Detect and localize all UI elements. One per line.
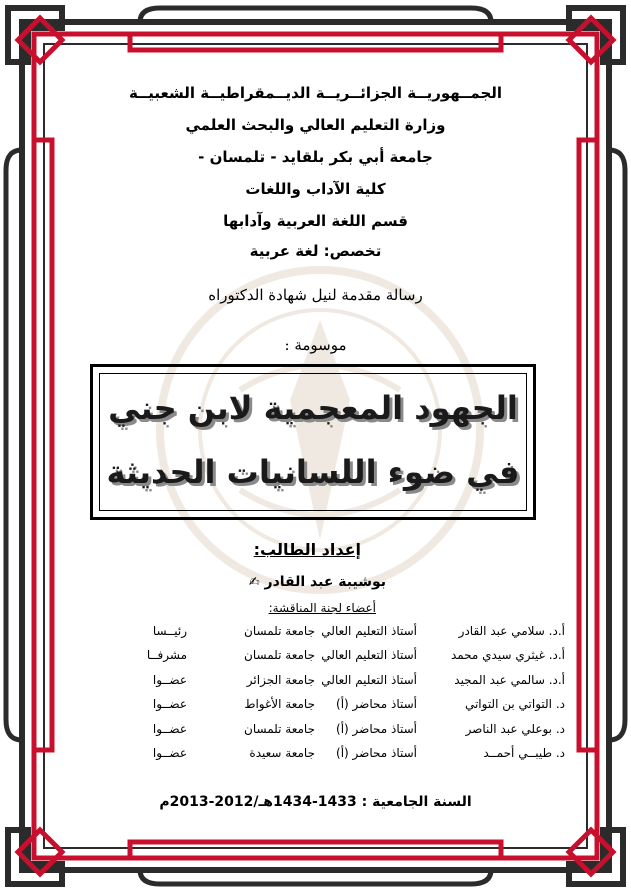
- student-name: بوشيبة عبد القادر: [264, 574, 386, 590]
- member-name: د. طيبــي أحمــد: [483, 745, 565, 760]
- member-rank: أستاذ التعليم العالي: [321, 648, 417, 663]
- member-university: جامعة تلمسان: [244, 721, 315, 736]
- committee-row: [95, 722, 565, 746]
- member-name: أ.د. سلامي عبد القادر: [458, 624, 565, 638]
- member-role: مشرفــا: [146, 648, 187, 663]
- member-university: جامعة تلمسان: [244, 648, 315, 663]
- faculty-name: كلية الآداب واللغات: [245, 180, 386, 198]
- member-role: عضــوا: [152, 672, 187, 687]
- committee-row: [95, 697, 565, 721]
- university-name: جامعة أبي بكر بلقايد - تلمسان -: [198, 148, 433, 166]
- member-role: رئيــسا: [152, 624, 187, 638]
- member-rank: أستاذ محاضر (أ): [336, 697, 417, 712]
- member-university: جامعة الجزائر: [246, 672, 315, 687]
- side-ornament-right: [579, 140, 625, 750]
- member-rank: أستاذ التعليم العالي: [321, 624, 417, 638]
- member-role: عضــوا: [152, 697, 187, 712]
- member-role: عضــوا: [152, 745, 187, 760]
- member-name: د. التواتي بن التواتي: [464, 697, 565, 712]
- degree-line: رسالة مقدمة لنيل شهادة الدكتوراه: [208, 286, 423, 304]
- thesis-title-line-1: الجهود المعجمية لابن جني: [108, 389, 518, 427]
- member-name: أ.د. سالمي عبد المجيد: [454, 672, 565, 687]
- republic-name: الجمــهوريــة الجزائــريــة الديــمقراطيــة الشعبيــة: [128, 84, 503, 102]
- department-name: قسم اللغة العربية وآدابها: [223, 212, 408, 230]
- side-ornament-left: [6, 140, 52, 750]
- member-name: أ.د. غيثري سيدي محمد: [450, 648, 565, 663]
- member-university: جامعة تلمسان: [244, 624, 315, 638]
- student-name-row: [249, 574, 386, 590]
- member-rank: أستاذ محاضر (أ): [336, 745, 417, 760]
- specialty: تخصص: لغة عربية: [249, 242, 382, 260]
- member-name: د. بوعلي عبد الناصر: [465, 721, 565, 736]
- committee-row: [95, 648, 565, 672]
- committee-list: [95, 624, 565, 770]
- committee-row: [95, 624, 565, 648]
- member-university: جامعة سعيدة: [249, 745, 315, 760]
- committee-row: [95, 746, 565, 770]
- ministry-name: وزارة التعليم العالي والبحث العلمي: [185, 116, 446, 134]
- academic-year-label: السنة الجامعية :: [361, 794, 472, 810]
- student-label: إعداد الطالب:: [253, 540, 361, 559]
- titled-label: موسومة :: [284, 336, 347, 354]
- committee-row: [95, 673, 565, 697]
- thesis-title-line-2: في ضوء اللسانيات الحديثة: [106, 453, 520, 491]
- committee-label: أعضاء لجنة المناقشة:: [268, 601, 376, 615]
- pen-icon: ✍: [248, 575, 260, 590]
- academic-year-value: 1433-1434هـ/2012-2013م: [159, 794, 357, 810]
- member-rank: أستاذ محاضر (أ): [336, 721, 417, 736]
- academic-year: [0, 794, 631, 810]
- member-rank: أستاذ التعليم العالي: [321, 672, 417, 687]
- thesis-title-box: [90, 364, 536, 520]
- member-role: عضــوا: [152, 721, 187, 736]
- member-university: جامعة الأغواط: [244, 697, 315, 712]
